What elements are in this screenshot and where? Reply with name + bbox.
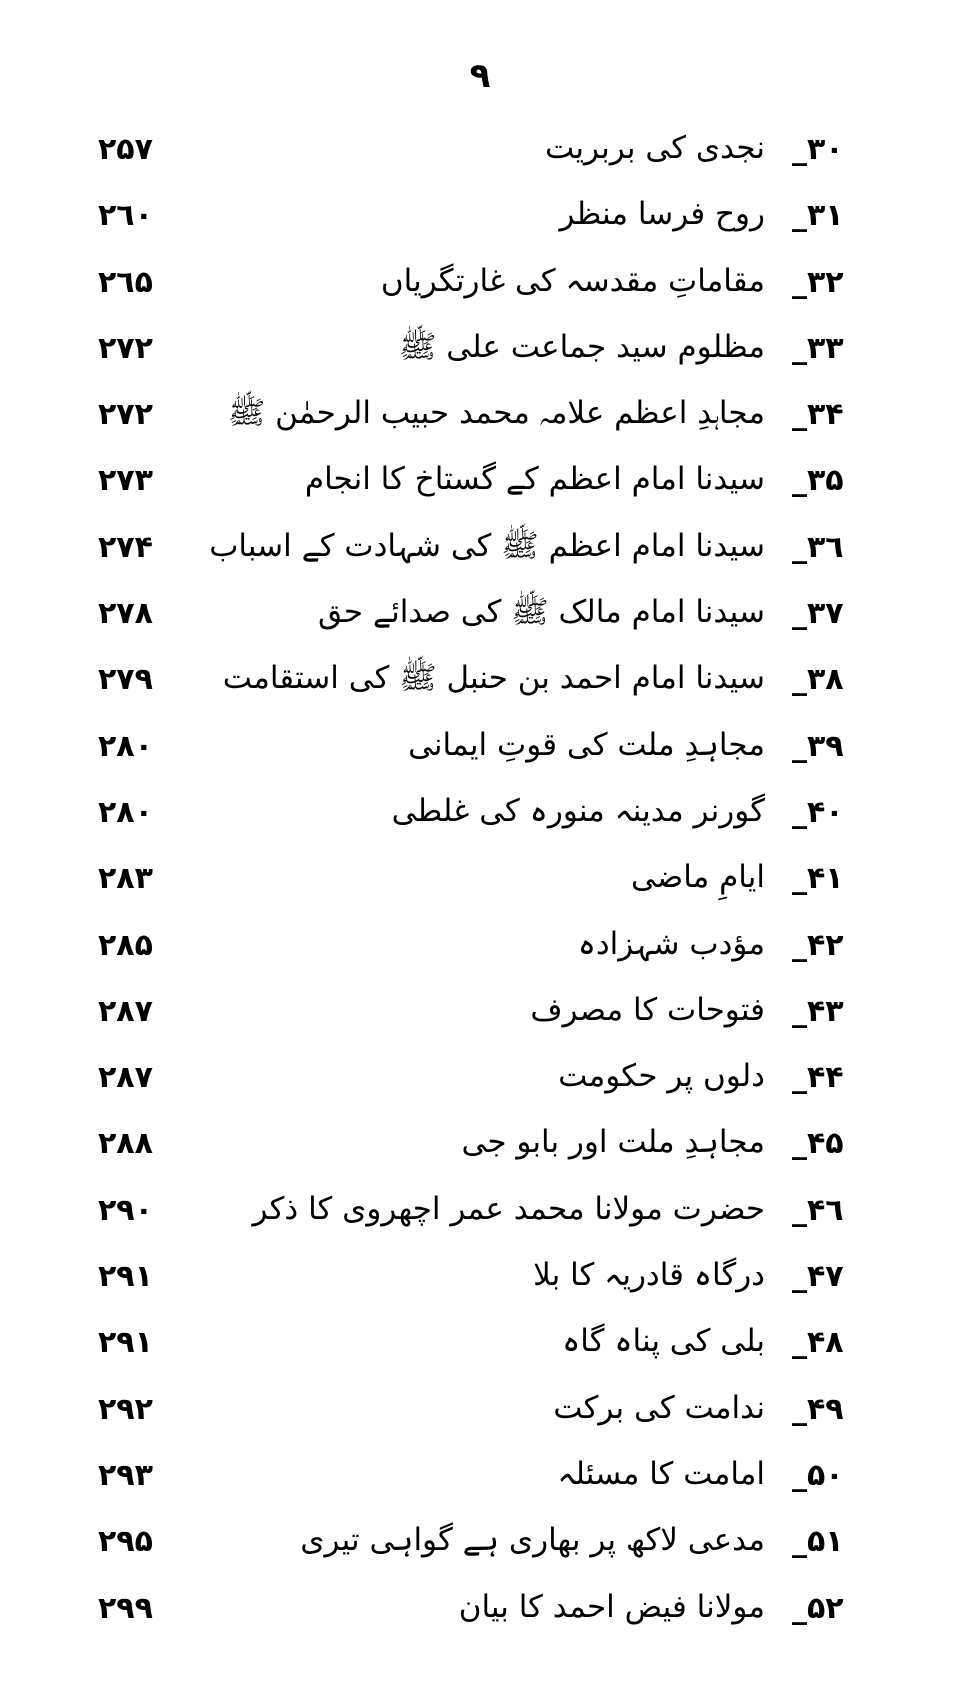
entry-page-number: ۲۷۹ <box>98 662 153 698</box>
page-number: ۹ <box>469 56 491 96</box>
toc-entry <box>0 1311 960 1377</box>
toc-entry <box>0 1510 960 1576</box>
toc-entry <box>0 118 960 184</box>
entry-title: روح فرسا منظر <box>559 196 765 233</box>
entry-page-number: ۲۷۸ <box>98 596 153 632</box>
entry-number: ۳۸_ <box>792 662 844 698</box>
entry-page-number: ۲٦۰ <box>98 198 153 234</box>
entry-number: ۴۴_ <box>792 1060 844 1096</box>
toc-entry <box>0 980 960 1046</box>
entry-page-number: ۲۸۰ <box>98 728 153 764</box>
entry-number: ۳۷_ <box>792 596 844 632</box>
entry-title: مجاہدِ ملت اور بابو جی <box>461 1124 765 1161</box>
toc-entry <box>0 781 960 847</box>
toc-entry <box>0 1577 960 1643</box>
entry-number: ۴۸_ <box>792 1325 844 1361</box>
entry-page-number: ۲۹۲ <box>98 1391 153 1427</box>
entry-title: مجاہدِ ملت کی قوتِ ایمانی <box>408 726 765 763</box>
toc-entry <box>0 383 960 449</box>
entry-number: ۴۹_ <box>792 1391 844 1427</box>
entry-title: سیدنا امام احمد بن حنبل ﷺ کی استقامت <box>222 660 765 697</box>
entry-number: ۵۲_ <box>792 1590 844 1626</box>
entry-title: سیدنا امام اعظم ﷺ کی شہادت کے اسباب <box>209 527 765 564</box>
entry-number: ۵۱_ <box>792 1524 844 1560</box>
entry-page-number: ۲۸۵ <box>98 927 153 963</box>
toc-entry <box>0 847 960 913</box>
entry-page-number: ۲۸۷ <box>98 1060 153 1096</box>
entry-number: ۳٦_ <box>792 529 844 565</box>
entry-page-number: ۲۷۲ <box>98 397 153 433</box>
toc-entry <box>0 184 960 250</box>
entry-page-number: ۲۷۲ <box>98 330 153 366</box>
toc-entry <box>0 1046 960 1112</box>
entry-page-number: ۲۹۳ <box>98 1457 153 1493</box>
toc-entry <box>0 648 960 714</box>
entry-number: ۴۱_ <box>792 861 844 897</box>
entry-title: درگاہ قادریہ کا بلا <box>533 1257 765 1294</box>
entry-number: ۳۰_ <box>792 132 844 167</box>
entry-page-number: ۲۹۹ <box>98 1590 153 1626</box>
toc-entry <box>0 914 960 980</box>
toc-entry <box>0 1179 960 1245</box>
entry-title: سیدنا امام اعظم کے گستاخ کا انجام <box>304 461 765 498</box>
entry-number: ۳۵_ <box>792 463 844 499</box>
entry-title: مظلوم سید جماعت علی ﷺ <box>398 328 765 365</box>
entry-page-number: ۲۵۷ <box>98 132 153 167</box>
entry-page-number: ۲۸۸ <box>98 1126 153 1162</box>
entry-title: سیدنا امام مالک ﷺ کی صدائے حق <box>318 594 765 631</box>
entry-page-number: ۲۸۰ <box>98 794 153 830</box>
toc-entry <box>0 449 960 515</box>
entry-page-number: ۲۹۰ <box>98 1192 153 1228</box>
entry-number: ۴۷_ <box>792 1259 844 1295</box>
entry-page-number: ۲۹۱ <box>98 1259 153 1295</box>
entry-number: ۵۰_ <box>792 1457 844 1493</box>
toc-entry <box>0 1245 960 1311</box>
entry-title: مقاماتِ مقدسہ کی غارتگریاں <box>380 262 765 299</box>
table-of-contents <box>0 118 960 1643</box>
toc-entry <box>0 715 960 781</box>
entry-page-number: ۲۷۳ <box>98 463 153 499</box>
entry-title: مؤدب شہزادہ <box>577 925 765 962</box>
entry-number: ۴٦_ <box>792 1192 844 1228</box>
entry-page-number: ۲٦۵ <box>98 264 153 300</box>
entry-page-number: ۲۸۳ <box>98 861 153 897</box>
entry-page-number: ۲۹۱ <box>98 1325 153 1361</box>
entry-title: مولانا فیض احمد کا بیان <box>458 1588 765 1625</box>
entry-number: ۳۹_ <box>792 728 844 764</box>
entry-title: مجاہدِ اعظم علامہ محمد حبیب الرحمٰن ﷺ <box>227 395 765 432</box>
entry-title: گورنر مدینہ منورہ کی غلطی <box>391 792 765 829</box>
toc-entry <box>0 317 960 383</box>
entry-title: امامت کا مسئلہ <box>557 1455 765 1492</box>
entry-title: بلی کی پناہ گاہ <box>562 1323 765 1360</box>
toc-entry <box>0 516 960 582</box>
entry-number: ۴۰_ <box>792 794 844 830</box>
entry-title: ندامت کی برکت <box>553 1389 765 1426</box>
toc-entry <box>0 251 960 317</box>
entry-page-number: ۲۹۵ <box>98 1524 153 1560</box>
entry-number: ۳۴_ <box>792 397 844 433</box>
entry-title: مدعی لاکھ پر بھاری ہے گواہی تیری <box>300 1522 765 1559</box>
entry-title: ایامِ ماضی <box>631 859 765 896</box>
toc-entry <box>0 582 960 648</box>
entry-number: ۴۳_ <box>792 993 844 1029</box>
toc-entry <box>0 1444 960 1510</box>
entry-title: نجدی کی بربریت <box>544 130 765 166</box>
entry-title: فتوحات کا مصرف <box>530 991 765 1028</box>
entry-number: ۳۲_ <box>792 264 844 300</box>
entry-number: ۳۱_ <box>792 198 844 234</box>
entry-number: ۴۲_ <box>792 927 844 963</box>
entry-title: دلوں پر حکومت <box>558 1058 765 1095</box>
entry-number: ۳۳_ <box>792 330 844 366</box>
toc-entry <box>0 1378 960 1444</box>
entry-title: حضرت مولانا محمد عمر اچھروی کا ذکر <box>252 1190 765 1227</box>
entry-page-number: ۲۸۷ <box>98 993 153 1029</box>
toc-entry <box>0 1112 960 1178</box>
entry-page-number: ۲۷۴ <box>98 529 153 565</box>
entry-number: ۴۵_ <box>792 1126 844 1162</box>
